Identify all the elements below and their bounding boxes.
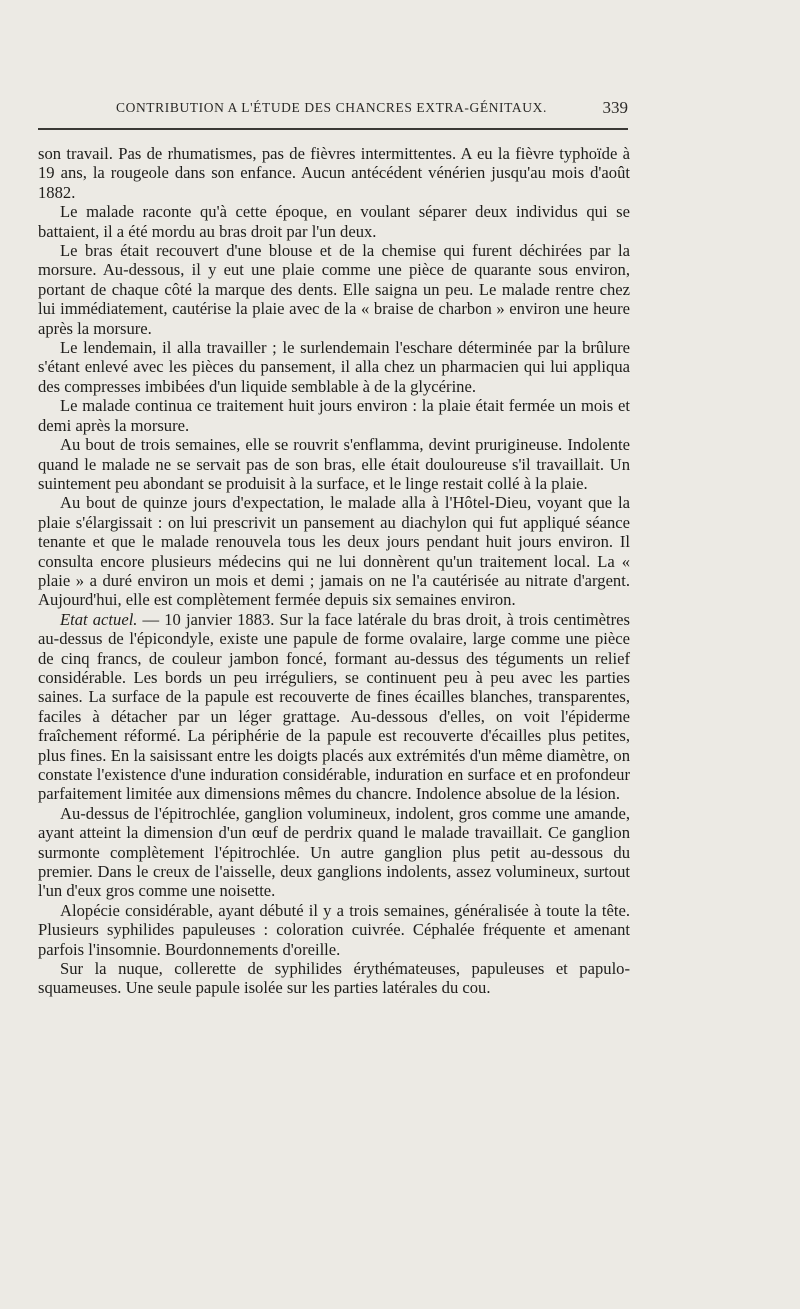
etat-actuel-text: — 10 janvier 1883. Sur la face latérale du bras droit, à trois centimètres au-dessus de l'épicondyle, existe une papule de forme ovalaire, large comme une pièce de cinq francs, de couleur jambon foncé, formant au-dessus des téguments un relief considérable. Les bords un peu irréguliers, se continuent peu à peu avec les parties saines. La surface de la papule est recouverte de fines écailles blanches, transparentes, faciles à détacher par un léger grattage. Au-dessous d'elles, on voit l'épiderme fraîchement réformé. La périphérie de la papule est recouverte d'écailles plus petites, plus fines. En la saisissant entre les doigts placés aux extrémités d'un même diamètre, on constate l'existence d'une induration considérable, induration en surface et en profondeur parfaitement limitée aux dimensions mêmes du chancre. Indolence absolue de la lésion. — [38, 609, 630, 804]
etat-actuel-label: Etat actuel. — [60, 609, 138, 629]
page-header — [38, 100, 628, 122]
running-title: CONTRIBUTION A L'ÉTUDE DES CHANCRES EXTRA-GÉNITAUX. — [116, 100, 547, 115]
paragraph: Au bout de quinze jours d'expectation, le malade alla à l'Hôtel-Dieu, voyant que la plaie s'élargissait : on lui prescrivit un pansement au diachylon qui fut appliqué séance tenante et que le malade renouvela tous les deux jours pendant huit jours environ. Il consulta encore plusieurs médecins qui ne lui donnèrent qu'un traitement local. La « plaie » a duré environ un mois et demi ; jamais on ne l'a cautérisée au nitrate d'argent. Aujourd'hui, elle est complètement fermée depuis six semaines environ. — [38, 493, 630, 610]
paragraph: son travail. Pas de rhumatismes, pas de fièvres intermittentes. A eu la fièvre typhoïde à 19 ans, la rougeole dans son enfance. Aucun antécédent vénérien jusqu'au mois d'août 1882. — [38, 144, 630, 202]
header-rule — [38, 128, 628, 130]
paragraph: Le malade raconte qu'à cette époque, en voulant séparer deux individus qui se battaient, il a été mordu au bras droit par l'un deux. — [38, 202, 630, 241]
page-number: 339 — [602, 98, 628, 117]
paragraph: Sur la nuque, collerette de syphilides érythémateuses, papuleuses et papulo-squameuses. Une seule papule isolée sur les parties latérales du cou. — [38, 959, 630, 998]
paragraph: Le bras était recouvert d'une blouse et de la chemise qui furent déchirées par la morsure. Au-dessous, il y eut une plaie comme une pièce de quarante sous environ, portant de chaque côté la marque des dents. Elle saigna un peu. Le malade rentre chez lui immédiatement, cautérise la plaie avec de la « braise de charbon » environ une heure après la morsure. — [38, 241, 630, 338]
paragraph: Au bout de trois semaines, elle se rouvrit s'enflamma, devint prurigineuse. Indolente quand le malade ne se servait pas de son bras, elle était douloureuse s'il travaillait. Un suintement peu abondant se produisit à la surface, et le linge restait collé à la plaie. — [38, 435, 630, 493]
paragraph: Alopécie considérable, ayant débuté il y a trois semaines, généralisée à toute la tête. Plusieurs syphilides papuleuses : coloration cuivrée. Céphalée fréquente et amenant parfois l'insomnie. Bourdonnements d'oreille. — [38, 900, 630, 959]
paragraph: Le lendemain, il alla travailler ; le surlendemain l'eschare déterminée par la brûlure s'étant enlevé avec les pièces du pansement, il alla chez un pharmacien qui lui appliqua des compresses imbibées d'un liquide semblable à de la glycérine. — [38, 338, 630, 396]
etat-actuel-paragraph — [38, 610, 630, 804]
body-text — [38, 144, 630, 998]
paragraph: Au-dessus de l'épitrochlée, ganglion volumineux, indolent, gros comme une amande, ayant atteint la dimension d'un œuf de perdrix quand le malade travaillait. Ce ganglion surmonte complètement l'épitrochlée. Un autre ganglion plus petit au-dessous du premier. Dans le creux de l'aisselle, deux ganglions indolents, assez volumineux, surtout l'un d'eux gros comme une noisette. — [38, 803, 630, 901]
paragraph: Le malade continua ce traitement huit jours environ : la plaie était fermée un mois et demi après la morsure. — [38, 396, 630, 435]
